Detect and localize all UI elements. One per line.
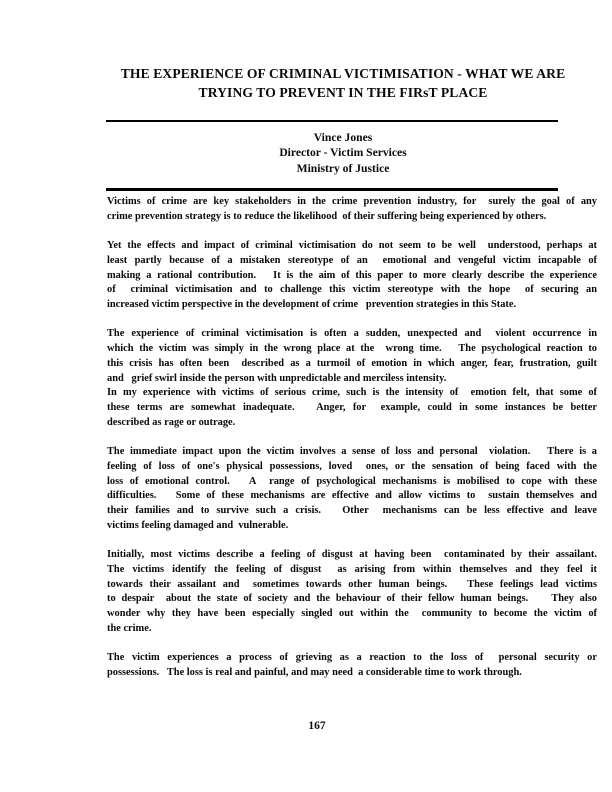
paragraph-line: The experience of criminal victimisation is often a sudden, unexpected and violent occurrence in	[107, 328, 597, 340]
paragraph-line: described as rage or outrage.	[107, 416, 236, 428]
paragraph-line: loss of emotional control. A range of psychological mechanisms is mobilised to cope with these	[107, 475, 597, 487]
paragraph-line: which the victim was simply in the wrong place at the wrong time. The psychological reaction to	[107, 343, 597, 355]
author-name: Vince Jones	[313, 131, 373, 144]
paragraph-line: of criminal victimisation and to challenge this victim stereotype with the hope of securing an	[107, 284, 597, 296]
paragraph-line: The victims identify the feeling of disgust as arising from within themselves and they feel it	[107, 563, 597, 575]
document-body	[107, 195, 597, 695]
paragraph-line: wonder why they have been especially singled out within the community to become the victim of	[107, 608, 597, 620]
page-title	[98, 64, 588, 102]
paragraph	[107, 445, 597, 533]
paragraph	[107, 327, 597, 386]
paragraph-line: making a rational contribution. It is the aim of this paper to more clearly describe the experience	[107, 269, 597, 281]
paragraph-line: to despair about the state of society and the behaviour of their fellow human beings. They also	[107, 593, 597, 605]
paragraph-line: increased victim perspective in the development of crime prevention strategies in this State.	[107, 299, 517, 311]
paragraph	[107, 386, 597, 430]
paragraph	[107, 651, 597, 680]
paragraph-line: Yet the effects and impact of criminal victimisation do not seem to be well understood, perhaps at	[107, 240, 597, 252]
paragraph-line: crime prevention strategy is to reduce the likelihood of their suffering being experienced by others.	[107, 210, 547, 222]
paragraph-line: Initially, most victims describe a feeling of disgust at having been contaminated by their assailant.	[107, 549, 597, 561]
title-line-1: THE EXPERIENCE OF CRIMINAL VICTIMISATION - WHAT WE ARE	[120, 66, 566, 81]
page-number: 167	[308, 720, 326, 732]
paragraph-line: the crime.	[107, 622, 152, 634]
paragraph-line: and grief swirl inside the person with unpredictable and merciless intensity.	[107, 372, 447, 384]
paragraph-line: In my experience with victims of serious crime, such is the intensity of emotion felt, that some of	[107, 387, 597, 399]
paragraph-line: The victim experiences a process of grieving as a reaction to the loss of personal security or	[107, 652, 597, 664]
paragraph-line: these terms are somewhat inadequate. Anger, for example, could in some instances be better	[107, 402, 597, 414]
paragraph-line: towards their assailant and sometimes towards other human beings. These feelings lead victims	[107, 578, 597, 590]
paragraph-line: their families and to survive such a crisis. Other mechanisms can be less effective and leave	[107, 505, 597, 517]
paragraph-line: possessions. The loss is real and painful, and may need a considerable time to work through.	[107, 667, 522, 678]
author-block	[98, 130, 588, 176]
author-organisation: Ministry of Justice	[296, 161, 390, 175]
author-role: Director - Victim Services	[279, 146, 407, 160]
title-line-2: TRYING TO PREVENT IN THE FIRsT PLACE	[198, 85, 488, 100]
divider-bottom	[106, 188, 558, 191]
paragraph	[107, 239, 597, 313]
paragraph-line: least partly because of a mistaken stereotype of an emotional and vengeful victim incapable of	[107, 254, 597, 266]
paragraph-line: this crisis has often been described as a turmoil of emotion in which anger, fear, frustration, guilt	[107, 357, 597, 369]
paragraph-line: difficulties. Some of these mechanisms are effective and allow victims to sustain themselves and	[107, 490, 597, 502]
paragraph-line: victims feeling damaged and vulnerable.	[107, 519, 289, 531]
divider-top	[106, 120, 558, 122]
paragraph	[107, 548, 597, 636]
paragraph	[107, 195, 597, 224]
paragraph-line: The immediate impact upon the victim involves a sense of loss and personal violation. There is a	[107, 446, 597, 458]
paragraph-line: feeling of loss of one's physical possessions, loved ones, or the sensation of being faced with the	[107, 460, 597, 472]
paragraph-line: Victims of crime are key stakeholders in the crime prevention industry, for surely the goal of any	[107, 196, 597, 207]
